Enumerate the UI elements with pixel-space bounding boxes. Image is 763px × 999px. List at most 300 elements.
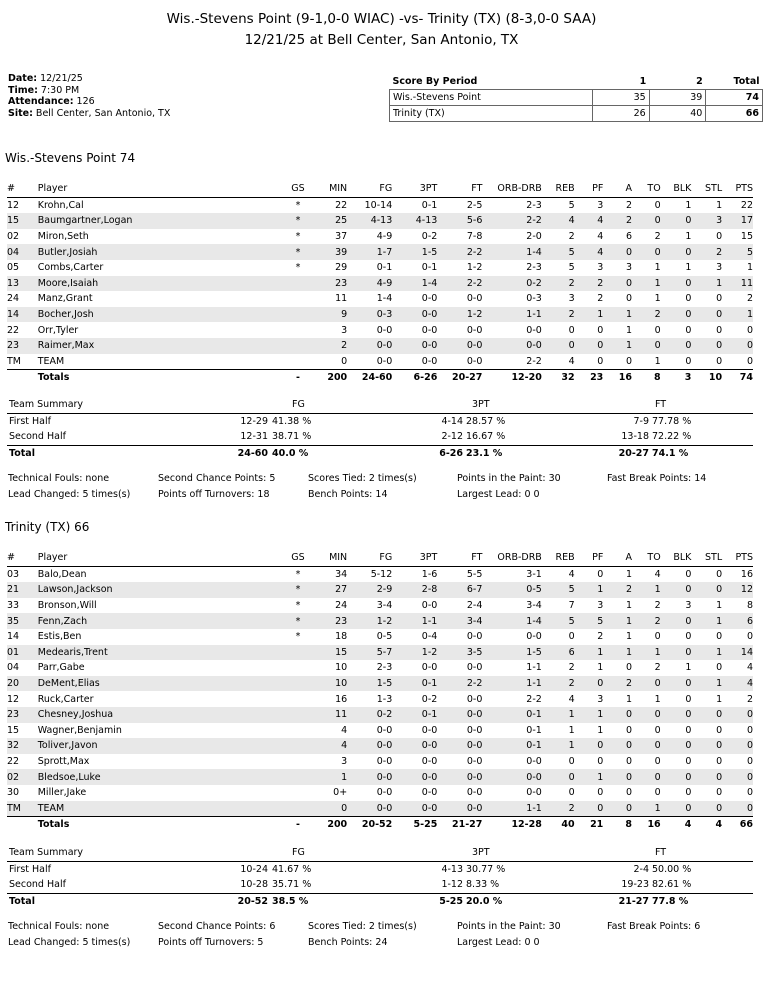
- cell-pts: 0: [746, 631, 753, 643]
- cell-num: 32: [7, 738, 38, 754]
- cell-pf: 5: [575, 613, 604, 629]
- cell-stl: 1: [716, 693, 723, 705]
- cell-gs: [284, 354, 313, 370]
- cell-num: 33: [7, 600, 20, 612]
- cell-to: 0: [632, 738, 661, 754]
- cell-ft: 0-0: [466, 324, 483, 336]
- cell-a: 2: [603, 213, 632, 229]
- site-label: Site:: [8, 107, 33, 119]
- cell-pts: 2: [746, 293, 753, 305]
- summary-ft: 2-4: [633, 863, 649, 875]
- cell-gs: *: [284, 613, 313, 629]
- cell-player: Moore,Isaiah: [38, 276, 284, 292]
- cell-pts: 66: [722, 817, 753, 833]
- cell-min: 29: [335, 262, 348, 274]
- cell-stl: 0: [716, 231, 723, 243]
- cell-pts: 1: [722, 307, 753, 323]
- cell-orb-drb: 12-20: [482, 370, 541, 386]
- cell-gs: *: [295, 568, 301, 580]
- cell-stl: 1: [691, 276, 722, 292]
- cell-min: 11: [312, 707, 347, 723]
- cell-3pt: 0-1: [392, 676, 437, 692]
- cell-stl: 1: [691, 645, 722, 661]
- cell-min: 200: [312, 817, 347, 833]
- cell-to: 0: [632, 244, 661, 260]
- summary-label: Second Half: [9, 879, 66, 890]
- column-header-a: A: [603, 550, 632, 566]
- summary-header-fg: FG: [292, 399, 305, 410]
- cell-num: [7, 370, 38, 386]
- cell-player: Wagner,Benjamin: [37, 724, 122, 736]
- cell-a: 2: [603, 582, 632, 598]
- cell-num: 03: [7, 568, 20, 580]
- cell-3pt: 1-5: [392, 244, 437, 260]
- cell-player: Totals: [38, 370, 284, 386]
- cell-min: 9: [312, 307, 347, 323]
- cell-pts: 4: [746, 662, 753, 674]
- cell-blk: 0: [685, 355, 692, 367]
- cell-ft: 0-0: [437, 338, 482, 354]
- cell-pts: 0: [746, 756, 753, 768]
- summary-fg: 24-60: [237, 447, 268, 459]
- cell-orb-drb: 0-0: [526, 756, 542, 768]
- cell-pf: 3: [597, 693, 604, 705]
- cell-pf: 0: [575, 738, 604, 754]
- cell-ft: 0-0: [437, 769, 482, 785]
- cell-to: 0: [654, 324, 661, 336]
- cell-3pt: 0-1: [421, 199, 438, 211]
- summary-tp: 4-13: [441, 863, 463, 875]
- cell-3pt: 0-0: [392, 801, 437, 817]
- summary-header-lbl: Team Summary: [9, 847, 84, 858]
- cell-orb-drb: 1-4: [482, 244, 541, 260]
- cell-to: 0: [632, 676, 661, 692]
- summary-row-first: [7, 414, 753, 430]
- column-header-pts: PTS: [722, 181, 753, 197]
- table-row: [7, 566, 753, 582]
- summary-ftp: 74.1 %: [652, 447, 689, 459]
- cell-num: 23: [7, 707, 38, 723]
- cell-stl: 0: [716, 324, 723, 336]
- cell-min: 2: [312, 338, 347, 354]
- cell-num: 05: [7, 262, 20, 274]
- cell-gs: [284, 723, 313, 739]
- cell-reb: 3: [568, 293, 575, 305]
- summary-header-three: 3PT: [472, 847, 490, 858]
- cell-gs: [284, 785, 313, 801]
- date-value: 12/21/25: [40, 73, 83, 84]
- cell-pts: 1: [746, 262, 753, 274]
- table-row: [7, 801, 753, 817]
- sbp-total: 66: [706, 106, 763, 122]
- cell-stl: 0: [691, 707, 722, 723]
- cell-a: 1: [625, 693, 632, 705]
- cell-blk: 0: [661, 676, 692, 692]
- cell-fg: 0-0: [376, 756, 393, 768]
- cell-reb: 5: [568, 199, 575, 211]
- cell-reb: 2: [542, 801, 575, 817]
- time-label: Time:: [8, 84, 38, 96]
- cell-blk: 0: [661, 801, 692, 817]
- column-header-num: #: [7, 550, 38, 566]
- misc-fast: Fast Break Points: 14: [607, 473, 707, 484]
- cell-to: 2: [632, 307, 661, 323]
- cell-orb-drb: 1-1: [482, 801, 541, 817]
- cell-num: TM: [7, 355, 21, 367]
- cell-ft: 0-0: [466, 631, 483, 643]
- cell-a: 0: [625, 293, 632, 305]
- cell-stl: 0: [716, 724, 723, 736]
- summary-ft: 20-27: [618, 447, 649, 459]
- cell-fg: 2-3: [376, 662, 393, 674]
- summary-tp: 2-12: [441, 431, 463, 442]
- cell-pts: 8: [746, 600, 753, 612]
- cell-pts: 22: [740, 199, 753, 211]
- box-score-table: [7, 550, 753, 833]
- cell-orb-drb: 0-1: [482, 707, 541, 723]
- cell-pf: 0: [575, 801, 604, 817]
- cell-reb: 2: [568, 231, 575, 243]
- cell-num: 22: [7, 324, 20, 336]
- cell-orb-drb: 2-2: [482, 213, 541, 229]
- cell-orb-drb: 2-3: [526, 199, 542, 211]
- cell-min: 15: [312, 645, 347, 661]
- sbp-row: [390, 90, 763, 106]
- table-row: [7, 291, 753, 307]
- cell-num: 04: [7, 244, 38, 260]
- summary-fg: 20-52: [237, 895, 268, 907]
- cell-a: 1: [603, 613, 632, 629]
- misc-paint: Points in the Paint: 30: [457, 921, 561, 932]
- cell-pf: 1: [597, 724, 604, 736]
- cell-stl: 3: [716, 262, 723, 274]
- cell-ft: 0-0: [466, 787, 483, 799]
- cell-player: Raimer,Max: [38, 338, 284, 354]
- summary-row-total: [7, 445, 753, 462]
- cell-min: 0+: [333, 787, 348, 799]
- cell-blk: 1: [685, 662, 692, 674]
- date-label: Date:: [8, 73, 38, 84]
- misc-tech: Technical Fouls: none: [8, 473, 110, 484]
- summary-ftp: 77.78 %: [652, 415, 692, 427]
- table-row: [7, 676, 753, 692]
- cell-player: Ruck,Carter: [37, 693, 94, 705]
- table-row: [7, 338, 753, 354]
- cell-fg: 24-60: [347, 370, 392, 386]
- column-header-blk: BLK: [661, 550, 692, 566]
- cell-ft: 3-5: [437, 645, 482, 661]
- cell-pf: 3: [597, 199, 604, 211]
- cell-a: 0: [603, 769, 632, 785]
- attendance-value: 126: [76, 96, 95, 107]
- summary-ftp: 50.00 %: [652, 863, 692, 875]
- cell-num: 13: [7, 276, 38, 292]
- summary-fg: 12-31: [240, 431, 268, 442]
- cell-orb-drb: 0-0: [526, 324, 542, 336]
- cell-blk: 0: [661, 707, 692, 723]
- column-header-ft: FT: [437, 550, 482, 566]
- cell-a: 2: [603, 676, 632, 692]
- cell-3pt: 0-2: [421, 231, 438, 243]
- table-row: [7, 197, 753, 213]
- column-header-fg: FG: [347, 181, 392, 197]
- summary-ft: 21-27: [618, 895, 649, 907]
- cell-a: 1: [625, 324, 632, 336]
- cell-ft: 1-2: [437, 307, 482, 323]
- table-header-row: [7, 181, 753, 197]
- cell-player: Lawson,Jackson: [38, 582, 284, 598]
- table-row: [7, 769, 753, 785]
- cell-a: 0: [603, 801, 632, 817]
- cell-pts: 0: [746, 324, 753, 336]
- summary-tp: 5-25: [439, 895, 463, 907]
- cell-num: 23: [7, 338, 38, 354]
- column-header-player: Player: [38, 550, 284, 566]
- summary-header-row: [7, 397, 753, 414]
- cell-3pt: 0-4: [421, 631, 438, 643]
- cell-min: 10: [312, 676, 347, 692]
- cell-ft: 0-0: [466, 355, 483, 367]
- cell-stl: 0: [716, 662, 723, 674]
- cell-player: Sprott,Max: [37, 756, 90, 768]
- cell-to: 1: [632, 645, 661, 661]
- summary-header-three: 3PT: [472, 399, 490, 410]
- cell-min: 16: [335, 693, 348, 705]
- cell-min: 22: [335, 199, 348, 211]
- cell-pts: 0: [722, 738, 753, 754]
- cell-fg: 1-7: [347, 244, 392, 260]
- cell-fg: 1-3: [376, 693, 393, 705]
- sbp-p2: 40: [649, 106, 706, 122]
- cell-min: 10: [335, 662, 348, 674]
- cell-reb: 2: [542, 307, 575, 323]
- cell-ft: 3-4: [437, 613, 482, 629]
- cell-gs: [284, 754, 313, 770]
- cell-to: 1: [632, 276, 661, 292]
- cell-blk: 1: [685, 262, 692, 274]
- cell-fg: 4-9: [347, 276, 392, 292]
- cell-a: 6: [625, 231, 632, 243]
- table-row: [7, 691, 753, 707]
- cell-pf: 1: [597, 662, 604, 674]
- column-header-3pt: 3PT: [392, 550, 437, 566]
- cell-orb-drb: 0-1: [482, 738, 541, 754]
- cell-reb: 0: [568, 324, 575, 336]
- cell-a: 16: [603, 370, 632, 386]
- cell-to: 2: [632, 613, 661, 629]
- cell-pts: 0: [722, 769, 753, 785]
- cell-orb-drb: 0-0: [482, 338, 541, 354]
- column-header-to: TO: [632, 181, 661, 197]
- cell-pf: 3: [597, 262, 604, 274]
- table-row: [7, 260, 753, 276]
- cell-player: TEAM: [37, 355, 65, 367]
- cell-pts: 2: [746, 693, 753, 705]
- cell-blk: 0: [661, 338, 692, 354]
- summary-ftp: 82.61 %: [652, 879, 692, 890]
- misc-turnovers: Points off Turnovers: 18: [158, 489, 270, 500]
- sbp-p1: 26: [593, 106, 650, 122]
- cell-num: 14: [7, 307, 38, 323]
- cell-reb: 1: [542, 738, 575, 754]
- cell-gs: [284, 676, 313, 692]
- summary-ftp: 72.22 %: [652, 431, 692, 442]
- cell-gs: [284, 691, 313, 707]
- cell-num: 04: [7, 662, 20, 674]
- cell-num: 12: [7, 693, 20, 705]
- cell-ft: 0-0: [437, 738, 482, 754]
- cell-gs: [284, 291, 313, 307]
- cell-a: 1: [625, 568, 632, 580]
- cell-3pt: 1-4: [392, 276, 437, 292]
- cell-to: 2: [654, 662, 661, 674]
- cell-num: 15: [7, 724, 20, 736]
- cell-to: 1: [654, 262, 661, 274]
- misc-bench: Bench Points: 14: [308, 489, 388, 500]
- cell-ft: 21-27: [437, 817, 482, 833]
- cell-player: Miron,Seth: [37, 231, 89, 243]
- cell-orb-drb: 0-0: [526, 787, 542, 799]
- site-value: Bell Center, San Antonio, TX: [35, 107, 171, 119]
- cell-orb-drb: 1-5: [482, 645, 541, 661]
- cell-3pt: 1-6: [421, 568, 438, 580]
- cell-pf: 0: [597, 756, 604, 768]
- cell-3pt: 0-1: [421, 262, 438, 274]
- cell-a: 1: [603, 307, 632, 323]
- misc-largest: Largest Lead: 0 0: [457, 937, 540, 948]
- cell-pf: 21: [575, 817, 604, 833]
- cell-a: 0: [625, 662, 632, 674]
- cell-pf: 1: [575, 645, 604, 661]
- cell-a: 1: [625, 631, 632, 643]
- cell-pts: 0: [722, 338, 753, 354]
- cell-pts: 14: [722, 645, 753, 661]
- cell-min: 18: [335, 631, 348, 643]
- cell-reb: 0: [568, 631, 575, 643]
- cell-fg: 0-0: [347, 338, 392, 354]
- cell-ft: 7-8: [466, 231, 483, 243]
- cell-a: 1: [603, 338, 632, 354]
- cell-orb-drb: 1-1: [482, 307, 541, 323]
- misc-bench: Bench Points: 24: [308, 937, 388, 948]
- cell-reb: 32: [542, 370, 575, 386]
- cell-to: 1: [654, 355, 661, 367]
- cell-num: TM: [7, 801, 38, 817]
- cell-to: 0: [632, 338, 661, 354]
- summary-tpp: 16.67 %: [466, 431, 506, 442]
- cell-a: 0: [625, 756, 632, 768]
- cell-fg: 0-0: [347, 769, 392, 785]
- cell-ft: 2-4: [466, 600, 483, 612]
- cell-player: Baumgartner,Logan: [38, 213, 284, 229]
- cell-orb-drb: 0-3: [526, 293, 542, 305]
- misc-lead-changed: Lead Changed: 5 times(s): [8, 489, 131, 500]
- summary-fg: 10-24: [240, 863, 268, 875]
- cell-stl: 0: [716, 355, 723, 367]
- cell-stl: 0: [691, 769, 722, 785]
- game-title: Wis.-Stevens Point (9-1,0-0 WIAC) -vs- Trinity (TX) (8-3,0-0 SAA): [166, 11, 597, 27]
- cell-pf: 0: [597, 568, 604, 580]
- summary-tp: 1-12: [441, 879, 463, 890]
- column-header-pts: PTS: [722, 550, 753, 566]
- cell-orb-drb: 1-4: [482, 613, 541, 629]
- cell-player: Manz,Grant: [37, 293, 93, 305]
- misc-second-chance: Second Chance Points: 5: [158, 473, 276, 484]
- column-header-fg: FG: [347, 550, 392, 566]
- cell-stl: 1: [691, 676, 722, 692]
- cell-fg: 3-4: [376, 600, 393, 612]
- column-header-ft: FT: [437, 181, 482, 197]
- cell-to: 0: [654, 787, 661, 799]
- cell-num: 01: [7, 645, 38, 661]
- cell-reb: 5: [542, 613, 575, 629]
- table-row: [7, 707, 753, 723]
- summary-tpp: 28.57 %: [466, 415, 506, 427]
- summary-header-row: [7, 845, 753, 862]
- cell-gs: -: [284, 370, 313, 386]
- column-header-player: Player: [38, 181, 284, 197]
- cell-orb-drb: 0-5: [482, 582, 541, 598]
- summary-ft: 19-23: [621, 879, 649, 890]
- table-row: [7, 629, 753, 645]
- summary-fgp: 40.0 %: [272, 447, 309, 459]
- cell-gs: [284, 738, 313, 754]
- cell-orb-drb: 0-0: [526, 631, 542, 643]
- table-row: [7, 738, 753, 754]
- cell-fg: 5-12: [370, 568, 393, 580]
- column-header-to: TO: [632, 550, 661, 566]
- summary-tp: 6-26: [439, 447, 463, 459]
- cell-pf: 1: [575, 707, 604, 723]
- table-row: [7, 244, 753, 260]
- summary-header-lbl: Team Summary: [9, 399, 84, 410]
- column-header-gs: GS: [284, 181, 313, 197]
- cell-blk: 0: [685, 293, 692, 305]
- cell-fg: 5-7: [347, 645, 392, 661]
- cell-min: 37: [335, 231, 348, 243]
- summary-tpp: 23.1 %: [466, 447, 503, 459]
- time-value: 7:30 PM: [40, 84, 80, 96]
- sbp-p2-header: 2: [696, 76, 703, 87]
- cell-to: 8: [632, 370, 661, 386]
- cell-fg: 4-13: [347, 213, 392, 229]
- cell-fg: 0-0: [347, 801, 392, 817]
- cell-player: Parr,Gabe: [37, 662, 85, 674]
- misc-fast: Fast Break Points: 6: [607, 921, 701, 932]
- table-row: [7, 598, 753, 614]
- cell-fg: 1-2: [347, 613, 392, 629]
- cell-reb: 0: [542, 338, 575, 354]
- cell-reb: 4: [568, 693, 575, 705]
- cell-3pt: 1-1: [392, 613, 437, 629]
- cell-stl: 4: [691, 817, 722, 833]
- misc-largest: Largest Lead: 0 0: [457, 489, 540, 500]
- cell-gs: -: [284, 817, 313, 833]
- column-header-num: #: [7, 181, 38, 197]
- summary-header-ft: FT: [655, 399, 667, 410]
- cell-to: 0: [654, 199, 661, 211]
- cell-a: 0: [603, 707, 632, 723]
- cell-blk: 0: [661, 276, 692, 292]
- box-score-table: [7, 181, 753, 386]
- cell-num: 21: [7, 582, 38, 598]
- cell-num: 24: [7, 293, 20, 305]
- summary-fgp: 35.71 %: [272, 879, 312, 890]
- cell-min: 0: [341, 355, 348, 367]
- cell-fg: 1-4: [376, 293, 393, 305]
- sbp-team: Wis.-Stevens Point: [390, 90, 593, 106]
- summary-tp: 4-14: [441, 415, 463, 427]
